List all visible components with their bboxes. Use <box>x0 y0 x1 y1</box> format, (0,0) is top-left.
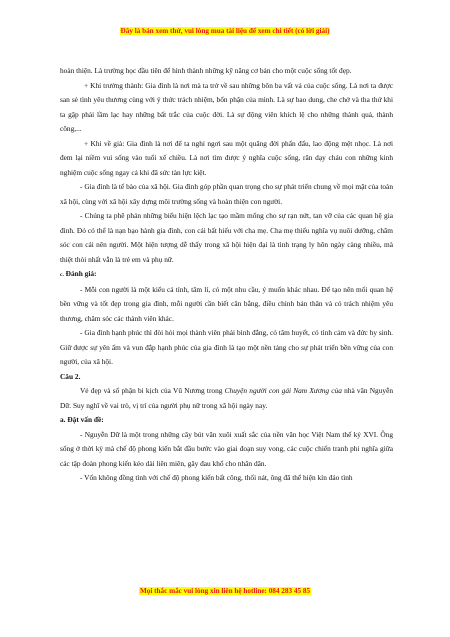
paragraph: - Nguyễn Dữ là một trong những cây bút văn xuôi xuất sắc của nền văn học Việt Nam thế kỷ XVI. Ông sống ở thời kỳ mà chế độ phong kiến bắt đầu bước vào giai đoạn suy vong, các cuộc chiến tranh phi nghĩa giữa các tập đoàn phong kiến kéo dài liên miên, gây đau khổ cho nhân dân. <box>60 429 393 468</box>
preview-banner-text: Đây là bản xem thử, vui lòng mua tài liệu để xem chi tiết (có lời giải) <box>120 27 330 35</box>
paragraph: - Mỗi con người là một kiểu cá tính, tâm lí, có một nhu cầu, ý muốn khác nhau. Để tạo nên mối quan hệ bền vững và tốt đẹp trong gia đình, mỗi người cần biết cân bằng, điều chỉnh bản thân và có trách nhiệm yêu thương, chăm sóc các thành viên khác. <box>60 284 393 323</box>
section-heading-c <box>60 267 393 283</box>
work-title: Chuyện người con gái Nam Xương của <box>224 386 342 395</box>
hotline-text: Mọi thắc mắc vui lòng xin liên hệ hotline: 084 283 45 85 <box>139 587 311 595</box>
preview-banner <box>0 27 450 35</box>
paragraph-text: Vẻ đẹp và số phận bi kịch của Vũ Nương trong <box>80 386 225 395</box>
question-heading: Câu 2. <box>60 371 81 381</box>
paragraph: hoàn thiện. Là trường học đầu tiên để hình thành những kỹ năng cơ bản cho một cuộc sống tốt đẹp. <box>60 66 352 75</box>
paragraph: - Gia đình là tế bào của xã hội. Gia đình góp phần quan trọng cho sự phát triển chung về mọi mặt của toàn xã hội, cùng với xã hội xây dựng môi trường sống và hoàn thiện con người. <box>60 182 393 206</box>
paragraph: - Chúng ta phê phán những biểu hiện lệch lạc tạo mầm mống cho sự rạn nứt, tan vỡ của các quan hệ gia đình. Đó có thể là nạn bạo hành gia đình, con cái bất hiếu với cha mẹ. Cha mẹ thiếu nghĩa vụ nuôi dưỡng, chăm sóc con cái nên người. Một hiện tượng dễ thấy trong xã hội hiện đại là tình trạng ly hôn ngày càng nhiều, mà thiệt thòi nhất vẫn là trẻ em và phụ nữ. <box>60 211 393 264</box>
paragraph: - Gia đình hạnh phúc thì đòi hỏi mọi thành viên phải bình đẳng, có tâm huyết, có tình cảm và đức hy sinh. Giữ được sự yên ấm và vun đắp hạnh phúc của gia đình là tạo một nền tảng cho sự phát triển bền vững của con người, của xã hội. <box>60 328 393 366</box>
section-label: c. <box>60 272 64 278</box>
section-heading-a: a. Đặt vấn đề: <box>60 415 104 424</box>
paragraph-text: nhà văn Nguyễn Dữ. Suy nghĩ về vai trò, vị trí của người phụ nữ trong xã hội ngày nay. <box>60 386 394 410</box>
paragraph: + Khi về già: Gia đình là nơi để ta nghỉ ngơi sau một quãng đời phấn đấu, lao động mệt nhọc. Là nơi đem lại niềm vui sống vào tuổi xế chiều. Là nơi tìm được ý nghĩa cuộc sống, răn dạy cháu con những kinh nghiệm cuộc sống ngay cả khi đã sức tàn lực kiệt. <box>60 138 393 177</box>
hotline-footer <box>0 587 450 595</box>
paragraph: - Vốn không đồng tình với chế độ phong kiến bất công, thối nát, ông đã thể hiện kín đáo tình <box>80 473 353 482</box>
document-body <box>60 64 393 486</box>
section-title: Đánh giá: <box>65 269 97 278</box>
paragraph: + Khi trưởng thành: Gia đình là nơi mà ta trở về sau những bôn ba vất vả của cuộc sống. Là nơi ta được san sẻ tình yêu thương cùng với ý thức trách nhiệm, bổn phận của mình. Là sự bao dung, che chở và tha thứ khi ta gặp phải lầm lạc hay những bất trắc của cuộc đời. Là sự động viên khích lệ cho những thành quả, thành công,... <box>60 80 393 133</box>
paragraph <box>60 384 393 413</box>
